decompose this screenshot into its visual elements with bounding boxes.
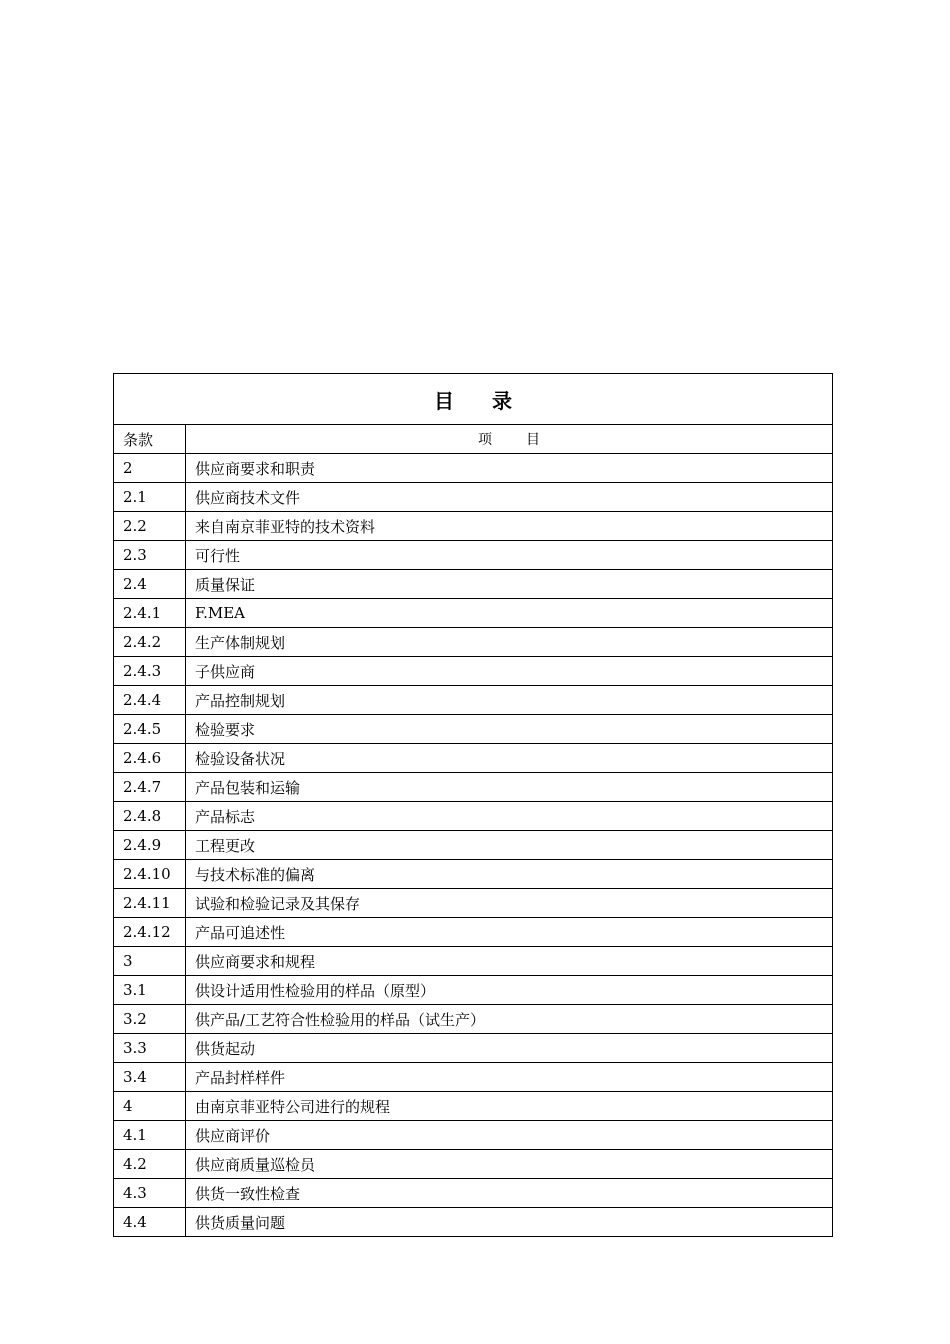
- toc-title-row: [114, 374, 833, 425]
- clause-number: 2.4.2: [114, 628, 186, 657]
- clause-number: 4.4: [114, 1208, 186, 1237]
- table-row: [114, 802, 833, 831]
- clause-number: 2.4.11: [114, 889, 186, 918]
- clause-title: 供应商要求和职责: [186, 454, 833, 483]
- table-row: [114, 570, 833, 599]
- table-row: [114, 918, 833, 947]
- clause-title: 供应商质量巡检员: [186, 1150, 833, 1179]
- header-item-part2: 目: [526, 432, 540, 448]
- toc-body: [114, 454, 833, 1237]
- table-row: [114, 483, 833, 512]
- clause-number: 4.3: [114, 1179, 186, 1208]
- toc-table: [113, 373, 833, 1237]
- table-row: [114, 976, 833, 1005]
- table-row: [114, 1092, 833, 1121]
- clause-number: 2.2: [114, 512, 186, 541]
- clause-title: F.MEA: [186, 599, 833, 628]
- clause-number: 2.4.8: [114, 802, 186, 831]
- table-row: [114, 744, 833, 773]
- clause-number: 3: [114, 947, 186, 976]
- header-item: [186, 425, 833, 454]
- clause-title: 供应商评价: [186, 1121, 833, 1150]
- clause-title: 可行性: [186, 541, 833, 570]
- clause-number: 2.1: [114, 483, 186, 512]
- clause-number: 3.3: [114, 1034, 186, 1063]
- table-row: [114, 1208, 833, 1237]
- table-row: [114, 831, 833, 860]
- header-clause: 条款: [114, 425, 186, 454]
- table-row: [114, 715, 833, 744]
- toc-header-row: [114, 425, 833, 454]
- clause-title: 供应商技术文件: [186, 483, 833, 512]
- clause-number: 2.4.5: [114, 715, 186, 744]
- toc-title: [114, 374, 833, 425]
- clause-number: 2.3: [114, 541, 186, 570]
- clause-number: 2: [114, 454, 186, 483]
- clause-number: 2.4.6: [114, 744, 186, 773]
- clause-title: 试验和检验记录及其保存: [186, 889, 833, 918]
- clause-title: 产品标志: [186, 802, 833, 831]
- clause-number: 2.4.10: [114, 860, 186, 889]
- toc-title-part2: 录: [492, 388, 512, 413]
- clause-number: 2.4.12: [114, 918, 186, 947]
- clause-title: 检验设备状况: [186, 744, 833, 773]
- clause-title: 供应商要求和规程: [186, 947, 833, 976]
- table-row: [114, 454, 833, 483]
- table-row: [114, 889, 833, 918]
- clause-title: 供货质量问题: [186, 1208, 833, 1237]
- clause-number: 2.4.7: [114, 773, 186, 802]
- clause-number: 2.4.9: [114, 831, 186, 860]
- table-row: [114, 1063, 833, 1092]
- table-row: [114, 773, 833, 802]
- clause-title: 产品控制规划: [186, 686, 833, 715]
- table-row: [114, 628, 833, 657]
- toc-title-part1: 目: [434, 388, 454, 413]
- clause-title: 子供应商: [186, 657, 833, 686]
- clause-title: 供产品/工艺符合性检验用的样品（试生产）: [186, 1005, 833, 1034]
- clause-title: 生产体制规划: [186, 628, 833, 657]
- header-item-part1: 项: [478, 432, 492, 448]
- clause-title: 检验要求: [186, 715, 833, 744]
- clause-number: 2.4.3: [114, 657, 186, 686]
- table-row: [114, 947, 833, 976]
- clause-title: 产品封样样件: [186, 1063, 833, 1092]
- clause-title: 与技术标准的偏离: [186, 860, 833, 889]
- table-row: [114, 1034, 833, 1063]
- clause-title: 产品包装和运输: [186, 773, 833, 802]
- table-row: [114, 686, 833, 715]
- clause-number: 3.4: [114, 1063, 186, 1092]
- clause-title: 由南京菲亚特公司进行的规程: [186, 1092, 833, 1121]
- table-row: [114, 860, 833, 889]
- clause-number: 4.2: [114, 1150, 186, 1179]
- clause-number: 2.4.1: [114, 599, 186, 628]
- table-row: [114, 1121, 833, 1150]
- clause-title: 供货起动: [186, 1034, 833, 1063]
- clause-title: 产品可追述性: [186, 918, 833, 947]
- clause-title: 供货一致性检查: [186, 1179, 833, 1208]
- table-row: [114, 541, 833, 570]
- clause-number: 4.1: [114, 1121, 186, 1150]
- table-row: [114, 1179, 833, 1208]
- clause-number: 3.2: [114, 1005, 186, 1034]
- table-row: [114, 1150, 833, 1179]
- table-row: [114, 1005, 833, 1034]
- clause-number: 2.4: [114, 570, 186, 599]
- clause-number: 3.1: [114, 976, 186, 1005]
- clause-title: 工程更改: [186, 831, 833, 860]
- table-row: [114, 657, 833, 686]
- clause-number: 4: [114, 1092, 186, 1121]
- clause-title: 质量保证: [186, 570, 833, 599]
- clause-title: 来自南京菲亚特的技术资料: [186, 512, 833, 541]
- table-row: [114, 512, 833, 541]
- clause-title: 供设计适用性检验用的样品（原型）: [186, 976, 833, 1005]
- clause-number: 2.4.4: [114, 686, 186, 715]
- table-row: [114, 599, 833, 628]
